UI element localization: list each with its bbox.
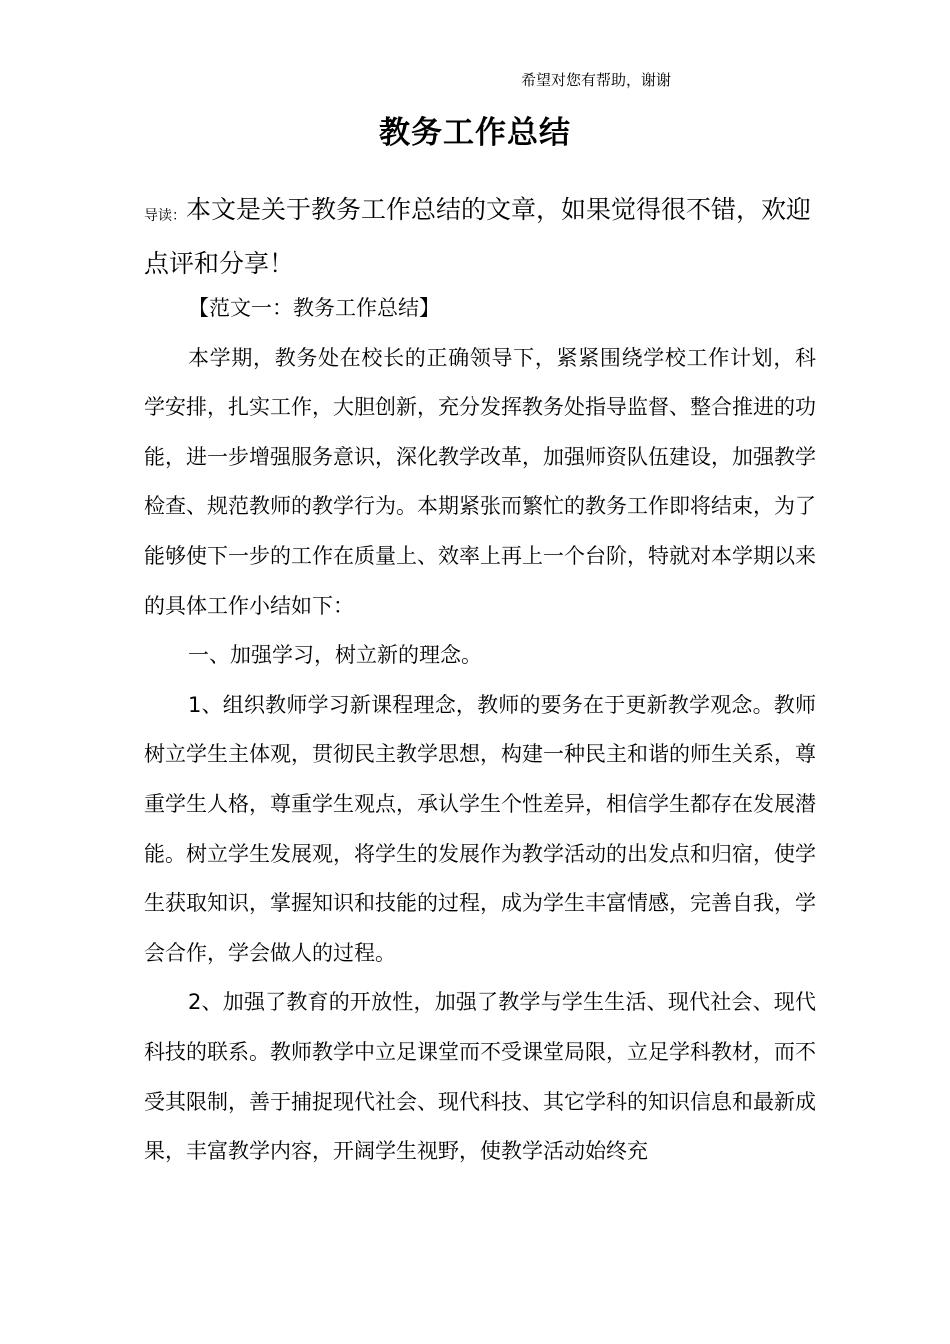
document-body xyxy=(144,284,816,1177)
intro-label: 导读： xyxy=(144,208,186,224)
section-heading-sample-one: 【范文一：教务工作总结】 xyxy=(188,296,440,320)
body-paragraph: 1、组织教师学习新课程理念，教师的要务在于更新教学观念。教师树立学生主体观，贯彻民主教学思想，构建一种民主和谐的师生关系，尊重学生人格，尊重学生观点，承认学生个性差异，相信学生都存在发展潜能。树立学生发展观，将学生的发展作为教学活动的出发点和归宿，使学生获取知识，掌握知识和技能的过程，成为学生丰富情感，完善自我，学会合作，学会做人的过程。 xyxy=(144,692,816,965)
intro-text: 本文是关于教务工作总结的文章，如果觉得很不错，欢迎点评和分享！ xyxy=(144,195,812,278)
header-note: 希望对您有帮助，谢谢 xyxy=(521,71,672,89)
section-heading-one: 一、加强学习，树立新的理念。 xyxy=(188,643,482,668)
body-paragraph: 2、加强了教育的开放性，加强了教学与学生生活、现代社会、现代科技的联系。教师教学中立足课堂而不受课堂局限，立足学科教材，而不受其限制，善于捕捉现代社会、现代科技、其它学科的知识信息和最新成果，丰富教学内容，开阔学生视野，使教学活动始终充 xyxy=(144,990,816,1164)
intro-paragraph xyxy=(144,186,814,288)
body-paragraph: 本学期，教务处在校长的正确领导下，紧紧围绕学校工作计划，科学安排，扎实工作，大胆创新，充分发挥教务处指导监督、整合推进的功能，进一步增强服务意识，深化教学改革，加强师资队伍建设，加强教学检查、规范教师的教学行为。本期紧张而繁忙的教务工作即将结束，为了能够使下一步的工作在质量上、效率上再上一个台阶，特就对本学期以来的具体工作小结如下： xyxy=(144,345,816,618)
document-title: 教务工作总结 xyxy=(379,115,571,151)
